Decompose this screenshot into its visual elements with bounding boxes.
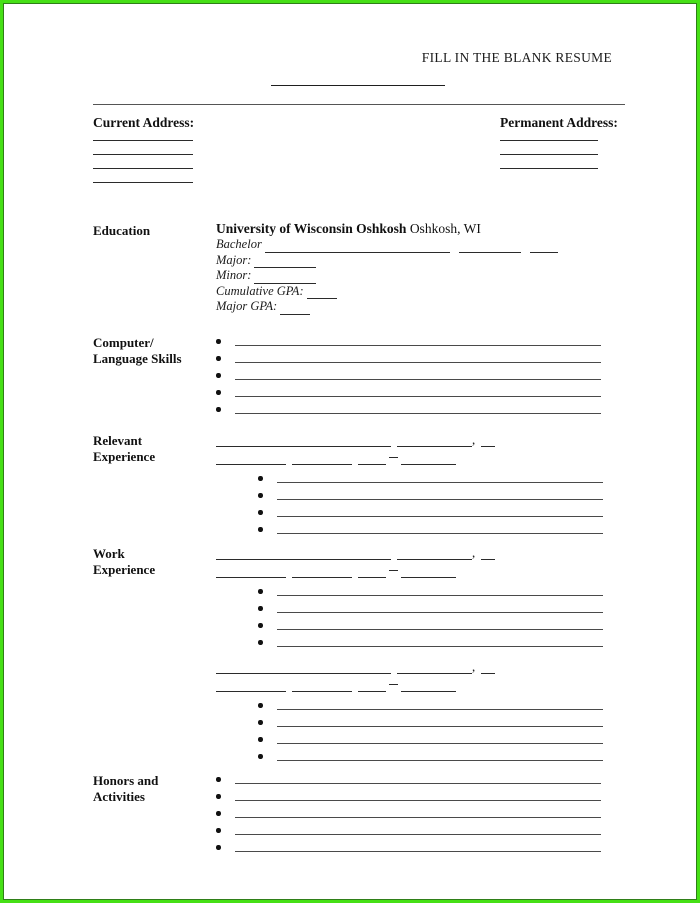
bullet-icon xyxy=(216,828,221,833)
bullet-icon xyxy=(216,811,221,816)
section-label-line: Honors and xyxy=(93,773,159,788)
experience-separator: , xyxy=(472,432,476,447)
experience-date-line xyxy=(216,678,495,692)
experience-blank-start[interactable] xyxy=(292,464,352,465)
list-item[interactable] xyxy=(258,506,495,523)
bullet-icon xyxy=(216,356,221,361)
work-experience-entry xyxy=(216,546,495,653)
date-range-dash xyxy=(389,684,398,685)
current-address-line[interactable] xyxy=(93,168,193,169)
blank-line[interactable] xyxy=(235,345,601,346)
list-item[interactable] xyxy=(258,636,495,653)
section-label-education: Education xyxy=(93,223,151,238)
education-field-minor xyxy=(216,268,558,284)
experience-blank-state[interactable] xyxy=(481,559,495,560)
list-item[interactable] xyxy=(258,489,495,506)
section-label-line: Work xyxy=(93,546,125,561)
blank-line[interactable] xyxy=(277,743,603,744)
bullet-icon xyxy=(258,623,263,628)
relevant-experience-entry xyxy=(216,433,495,540)
blank-line[interactable] xyxy=(235,817,601,818)
permanent-address-line[interactable] xyxy=(500,140,598,141)
experience-blank-city[interactable] xyxy=(397,673,472,674)
experience-blank-state[interactable] xyxy=(481,446,495,447)
education-school-name: University of Wisconsin Oshkosh xyxy=(216,221,407,236)
section-label-line: Relevant xyxy=(93,433,143,448)
name-blank-line[interactable] xyxy=(271,85,445,86)
section-label-honors-activities xyxy=(93,773,158,804)
experience-blank-start[interactable] xyxy=(292,691,352,692)
experience-header xyxy=(216,660,495,692)
experience-blank-start[interactable] xyxy=(292,577,352,578)
education-field-cumulative-gpa xyxy=(216,284,558,300)
bullet-icon xyxy=(216,845,221,850)
education-field-blank[interactable] xyxy=(280,314,310,315)
bullet-icon xyxy=(258,754,263,759)
bullet-icon xyxy=(258,589,263,594)
bullet-icon xyxy=(258,527,263,532)
bullet-icon xyxy=(216,794,221,799)
page-title: FILL IN THE BLANK RESUME xyxy=(421,50,612,65)
list-item[interactable] xyxy=(258,602,495,619)
list-item[interactable] xyxy=(258,716,495,733)
experience-blank-position[interactable] xyxy=(216,464,286,465)
current-address-block xyxy=(93,115,194,196)
experience-title-line xyxy=(216,433,495,447)
current-address-line[interactable] xyxy=(93,140,193,141)
experience-blank-city[interactable] xyxy=(397,446,472,447)
list-item[interactable] xyxy=(258,585,495,602)
education-field-major-gpa xyxy=(216,299,558,315)
work-experience-entry xyxy=(216,660,495,767)
blank-line[interactable] xyxy=(277,533,603,534)
blank-line[interactable] xyxy=(235,851,601,852)
education-field-label: Bachelor xyxy=(216,237,262,251)
list-item[interactable] xyxy=(258,619,495,636)
permanent-address-line[interactable] xyxy=(500,154,598,155)
experience-header xyxy=(216,433,495,465)
date-range-dash xyxy=(389,570,398,571)
experience-blank-start-year[interactable] xyxy=(358,691,386,692)
experience-blank-end[interactable] xyxy=(401,691,456,692)
blank-line[interactable] xyxy=(277,516,603,517)
work-experience-bullet-list xyxy=(258,585,495,653)
bullet-icon xyxy=(258,476,263,481)
blank-line[interactable] xyxy=(235,396,601,397)
bullet-icon xyxy=(216,777,221,782)
experience-date-line xyxy=(216,564,495,578)
bullet-icon xyxy=(258,737,263,742)
list-item[interactable] xyxy=(258,733,495,750)
bullet-icon xyxy=(258,720,263,725)
permanent-address-label: Permanent Address: xyxy=(500,115,618,130)
bullet-icon xyxy=(258,703,263,708)
experience-blank-end[interactable] xyxy=(401,464,456,465)
experience-separator: , xyxy=(472,659,476,674)
permanent-address-line[interactable] xyxy=(500,168,598,169)
work-experience-bullet-list xyxy=(258,699,495,767)
experience-header xyxy=(216,546,495,578)
blank-line[interactable] xyxy=(277,760,603,761)
experience-blank-position[interactable] xyxy=(216,577,286,578)
experience-date-line xyxy=(216,451,495,465)
blank-line[interactable] xyxy=(235,783,601,784)
experience-blank-employer[interactable] xyxy=(216,446,391,447)
relevant-experience-bullet-list xyxy=(258,472,495,540)
current-address-line[interactable] xyxy=(93,182,193,183)
experience-separator: , xyxy=(472,545,476,560)
blank-line[interactable] xyxy=(277,595,603,596)
section-label-skills xyxy=(93,335,182,366)
education-field-blank[interactable] xyxy=(530,252,558,253)
education-field-blank[interactable] xyxy=(307,298,337,299)
experience-blank-start-year[interactable] xyxy=(358,577,386,578)
experience-title-line xyxy=(216,660,495,674)
section-label-line: Computer/ xyxy=(93,335,154,350)
blank-line[interactable] xyxy=(235,379,601,380)
section-label-line: Experience xyxy=(93,561,156,577)
bullet-icon xyxy=(258,606,263,611)
section-label-line: Experience xyxy=(93,448,156,464)
current-address-line[interactable] xyxy=(93,154,193,155)
blank-line[interactable] xyxy=(277,482,603,483)
bullet-icon xyxy=(258,640,263,645)
list-item[interactable] xyxy=(258,750,495,767)
experience-blank-employer[interactable] xyxy=(216,559,391,560)
list-item[interactable] xyxy=(258,523,495,540)
bullet-icon xyxy=(258,493,263,498)
section-label-relevant-experience xyxy=(93,433,155,464)
education-body xyxy=(216,221,558,315)
education-field-label: Minor: xyxy=(216,268,252,282)
blank-line[interactable] xyxy=(277,612,603,613)
header-divider xyxy=(93,104,625,105)
permanent-address-block xyxy=(500,115,618,182)
list-item[interactable] xyxy=(258,699,495,716)
education-school xyxy=(216,221,558,237)
page-sheet xyxy=(8,8,692,895)
section-label-work-experience xyxy=(93,546,155,577)
bullet-icon xyxy=(216,390,221,395)
blank-line[interactable] xyxy=(277,629,603,630)
education-field-bachelor xyxy=(216,237,558,253)
experience-blank-state[interactable] xyxy=(481,673,495,674)
blank-line[interactable] xyxy=(277,726,603,727)
experience-blank-start-year[interactable] xyxy=(358,464,386,465)
education-field-label: Cumulative GPA: xyxy=(216,283,304,298)
education-field-blank[interactable] xyxy=(459,252,521,253)
list-item[interactable] xyxy=(258,472,495,489)
education-field-label: Major: xyxy=(216,252,252,267)
blank-line[interactable] xyxy=(235,800,601,801)
section-label-line: Language Skills xyxy=(93,350,182,366)
blank-line[interactable] xyxy=(235,413,601,414)
bullet-icon xyxy=(258,510,263,515)
bullet-icon xyxy=(216,373,221,378)
blank-line[interactable] xyxy=(277,499,603,500)
blank-line[interactable] xyxy=(277,709,603,710)
education-field-label: Major GPA: xyxy=(216,299,278,313)
experience-blank-end[interactable] xyxy=(401,577,456,578)
education-field-major xyxy=(216,253,558,269)
education-school-location: Oshkosh, WI xyxy=(409,221,481,236)
experience-blank-city[interactable] xyxy=(397,559,472,560)
experience-blank-position[interactable] xyxy=(216,691,286,692)
blank-line[interactable] xyxy=(277,646,603,647)
experience-title-line xyxy=(216,546,495,560)
bullet-icon xyxy=(216,407,221,412)
experience-blank-employer[interactable] xyxy=(216,673,391,674)
blank-line[interactable] xyxy=(235,362,601,363)
bullet-icon xyxy=(216,339,221,344)
blank-line[interactable] xyxy=(235,834,601,835)
date-range-dash xyxy=(389,457,398,458)
section-label-line: Activities xyxy=(93,788,145,804)
current-address-label: Current Address: xyxy=(93,115,195,130)
